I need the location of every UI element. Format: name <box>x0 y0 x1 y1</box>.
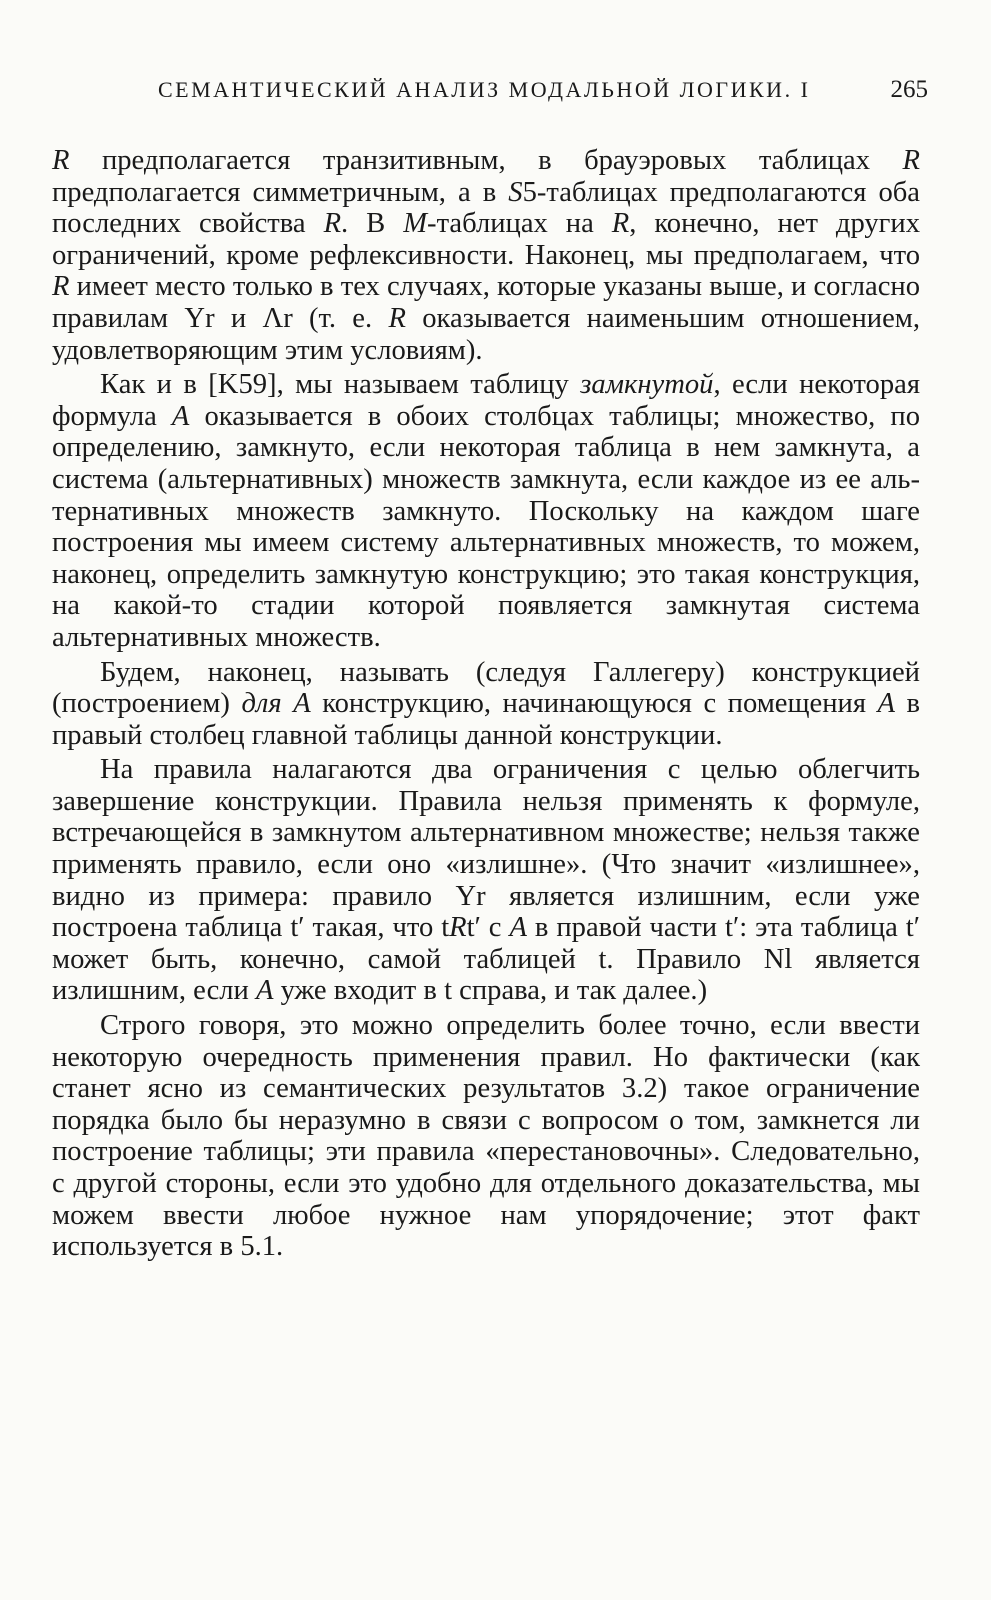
italic-run: R <box>52 271 70 303</box>
text-run: t′ с <box>466 912 510 944</box>
body-text <box>52 145 920 1263</box>
italic-run: A <box>256 975 274 1007</box>
paragraph-4 <box>52 754 920 1007</box>
text-run: -таблицах на <box>427 208 612 240</box>
italic-run: для A <box>241 688 311 720</box>
paragraph-1 <box>52 145 920 366</box>
italic-run: R <box>902 145 920 176</box>
italic-run: R <box>52 145 70 176</box>
paragraph-5 <box>52 1010 920 1263</box>
text-run: Будем, наконец, называть (следуя Галлегеру) конструкцией (построением) <box>52 656 920 720</box>
text-run: 5-таблицах предполагаются оба последних свойства <box>52 176 920 240</box>
italic-run: R <box>388 302 406 334</box>
text-run: имеет место только в тех случаях, которые указаны выше, и согласно правилам Yr и Λr (т. е. <box>52 271 920 334</box>
paragraph-2 <box>52 369 920 653</box>
running-head <box>158 72 928 108</box>
text-run: . В <box>341 208 404 240</box>
italic-run: A <box>509 912 527 944</box>
text-run: Как и в [K59], мы называем таблицу <box>100 369 581 401</box>
italic-run: R <box>449 912 467 944</box>
text-run: оказывается наименьшим отношением, удовлетворяющим этим условиям). <box>52 302 921 366</box>
italic-run: R <box>323 208 342 240</box>
text-run: конструкцию, начинающуюся с помещения <box>310 688 878 720</box>
text-run: предполагается транзитивным, в брауэровых таблицах <box>69 145 903 176</box>
text-run: , конечно, нет других ограничений, кроме рефлексивности. Наконец, мы предполагаем, что <box>52 208 921 271</box>
text-run: На правила налагаются два ограничения с целью облегчить завершение конструкции. Правила нельзя применять к формуле, встречающейся в замкнутом альтернативном множестве; нельзя также применять правило, если оно «излишне». (Что значит «излишнее», видно из примера: правило Yr является излишним, если уже построена таблица t′ такая, что t <box>52 754 920 944</box>
paragraph-3 <box>52 657 920 752</box>
italic-run: A <box>877 688 895 720</box>
italic-run: R <box>611 208 630 240</box>
text-run: предполагается симметричным, а в <box>52 176 509 208</box>
page-number: 265 <box>890 76 928 103</box>
running-title: СЕМАНТИЧЕСКИЙ АНАЛИЗ МОДАЛЬНОЙ ЛОГИКИ. I <box>158 77 811 102</box>
italic-run: M <box>403 208 428 240</box>
italic-run: замкнутой <box>580 369 714 401</box>
italic-run: S <box>508 176 523 208</box>
italic-run: A <box>171 400 190 432</box>
text-run: уже входит в t справа, и так далее.) <box>273 975 708 1007</box>
text-run: в правый столбец главной таблицы данной конструкции. <box>52 688 920 751</box>
text-run: оказывается в обоих столбцах таблицы; множество, по определению, замкнуто, если некоторая таблица в нем замкнута, а система (альтернативных) множеств замкнута, если каждое из ее альтернативных множеств замкнуто. Поскольку на каждом шаге построения мы имеем систему альтернативных множеств, то можем, наконец, определить замкнутую конструкцию; это такая конструкция, на какой-то стадии которой появляется замкнутая система альтернативных множеств. <box>52 400 920 653</box>
text-run: Строго говоря, это можно определить более точно, если ввести некоторую очередность применения правил. Но фактически (как станет ясно из семантических результатов 3.2) такое ограничение порядка было бы неразумно в связи с вопросом о том, замкнется ли построение таблицы; эти правила «перестановочны». Следовательно, с другой стороны, если это удобно для отдельного доказательства, мы можем ввести любое нужное нам упорядочение; этот факт используется в 5.1. <box>52 1010 920 1263</box>
text-run: в правой части t′: эта таблица t′ может быть, конечно, самой таблицей t. Правило Nl является излишним, если <box>52 912 921 1007</box>
text-run: , если некоторая формула <box>52 369 920 432</box>
